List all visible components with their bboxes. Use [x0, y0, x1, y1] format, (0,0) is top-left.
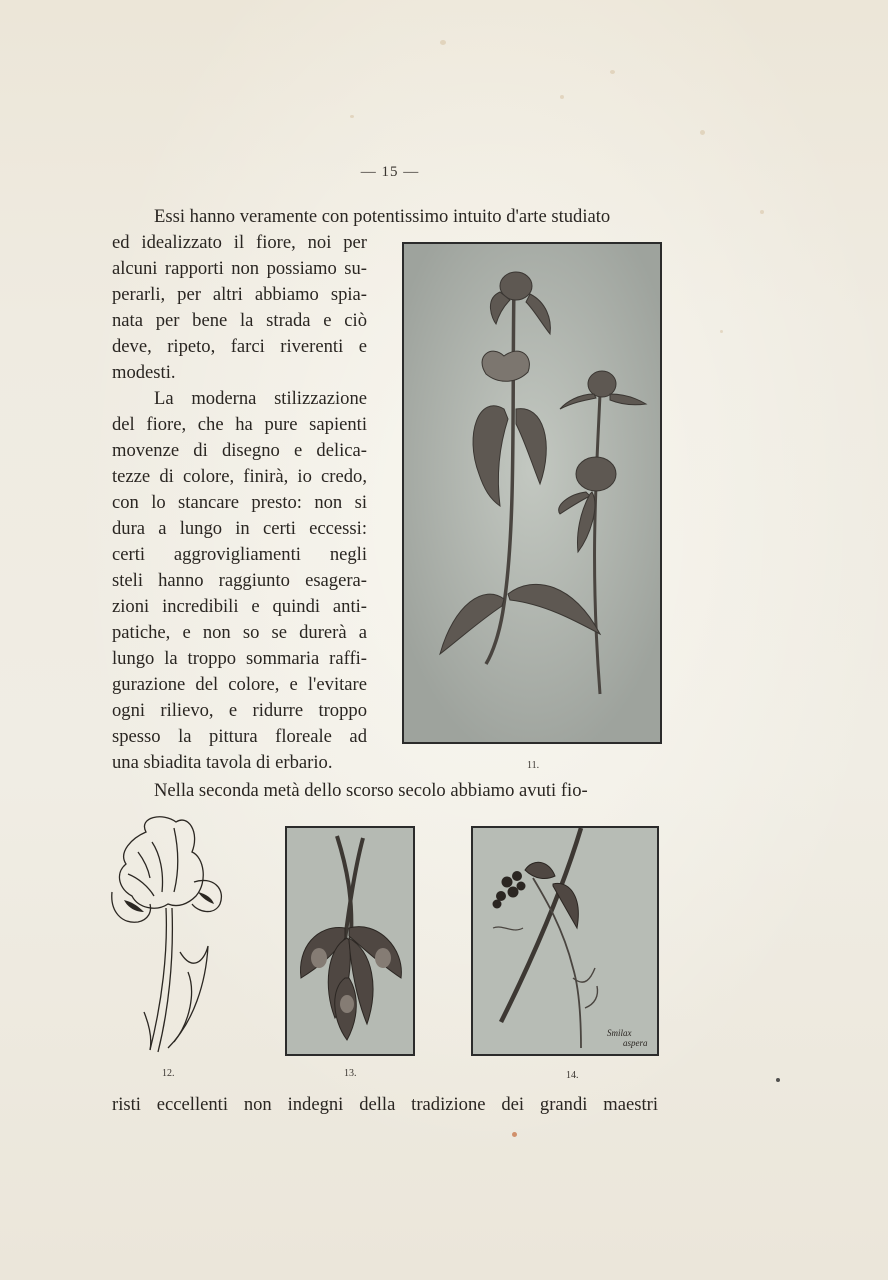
- paragraph-line: dura a lungo in certi eccessi:: [112, 518, 367, 539]
- figure-caption: 12.: [162, 1068, 175, 1079]
- paragraph-line: ogni rilievo, e ridurre troppo: [112, 700, 367, 721]
- paragraph-line: ed idealizzato il fiore, noi per: [112, 232, 367, 253]
- seedpod-illustration: [287, 828, 413, 1054]
- iris-line-drawing: [108, 812, 232, 1060]
- paragraph-line: steli hanno raggiunto esagera-: [112, 570, 367, 591]
- smilax-illustration: [473, 828, 657, 1054]
- paragraph-line: gurazione del colore, e l'evitare: [112, 674, 367, 695]
- foxing-spot: [560, 95, 564, 99]
- paragraph-line: tezze di colore, finirà, io credo,: [112, 466, 367, 487]
- paragraph-line: del fiore, che ha pure sapienti: [112, 414, 367, 435]
- figure-caption: 11.: [527, 760, 540, 771]
- figure-caption: 13.: [344, 1068, 357, 1079]
- foxing-spot: [512, 1132, 517, 1137]
- foxing-spot: [700, 130, 705, 135]
- paragraph-line: nata per bene la strada e ciò: [112, 310, 367, 331]
- paragraph-line: deve, ripeto, farci riverenti e: [112, 336, 367, 357]
- figure-12-drawing: [108, 812, 232, 1060]
- paragraph-line: patiche, e non so se durerà a: [112, 622, 367, 643]
- foxing-spot: [350, 115, 354, 118]
- figure-11-photo: [402, 242, 662, 744]
- page-number: — 15 —: [360, 164, 420, 180]
- paragraph-line: perarli, per altri abbiamo spia-: [112, 284, 367, 305]
- paragraph-line: zioni incredibili e quindi anti-: [112, 596, 367, 617]
- foxing-spot: [610, 70, 615, 74]
- paragraph-line: Essi hanno veramente con potentissimo intuito d'arte studiato: [154, 206, 611, 227]
- paragraph-line: La moderna stilizzazione: [154, 388, 367, 409]
- paragraph-line: modesti.: [112, 362, 176, 383]
- foxing-spot: [720, 330, 723, 333]
- inscription-line-2: aspera: [623, 1038, 648, 1048]
- ink-dot: [776, 1078, 780, 1082]
- foxing-spot: [440, 40, 446, 45]
- paragraph-line: risti eccellenti non indegni della tradizione dei grandi maestri: [112, 1094, 658, 1115]
- paragraph-line: Nella seconda metà dello scorso secolo abbiamo avuti fio-: [154, 780, 588, 801]
- inscription-line-1: Smilax: [607, 1028, 632, 1038]
- paragraph-line: alcuni rapporti non possiamo su-: [112, 258, 367, 279]
- foxing-spot: [760, 210, 764, 214]
- flower-illustration: [404, 244, 660, 742]
- paragraph-line: una sbiadita tavola di erbario.: [112, 752, 333, 773]
- text-column: [112, 230, 367, 776]
- figure-13-photo: [285, 826, 415, 1056]
- paragraph-line: con lo stancare presto: non si: [112, 492, 367, 513]
- paragraph-line: certi aggrovigliamenti negli: [112, 544, 367, 565]
- figure-14-photo: [471, 826, 659, 1056]
- paragraph-line: movenze di disegno e delica-: [112, 440, 367, 461]
- figure-caption: 14.: [566, 1070, 579, 1081]
- paragraph-line: spesso la pittura floreale ad: [112, 726, 367, 747]
- paragraph-line: lungo la troppo sommaria raffi-: [112, 648, 367, 669]
